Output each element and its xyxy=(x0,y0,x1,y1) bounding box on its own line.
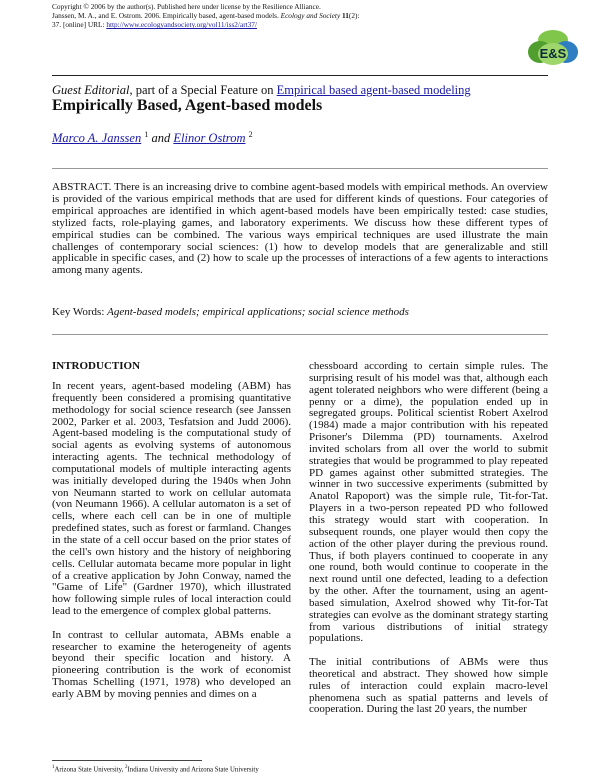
citation-line xyxy=(52,11,512,20)
abstract: ABSTRACT. There is an increasing drive to combine agent-based models with empirical methods. An overview is provided of the various empirical methods that are used for different kinds of questions. Four categories of empirical approaches are identified in which agent-based models have been empirically tested: case studies, stylized facts, role-playing games, and laboratory experiments. We discuss how these different types of empirical studies can be combined. The various ways empirical techniques are used illustrate the main challenges of contemporary social sciences: (1) how to develop models that are generalizable and still applicable in specific cases, and (2) how to scale up the processes of interactions of a few agents to interactions among many agents. xyxy=(52,181,548,277)
author-conjunction: and xyxy=(151,131,171,146)
keywords-rule xyxy=(52,334,548,335)
citation-url-prefix: 37. [online] URL: xyxy=(52,20,107,30)
paragraph: In contrast to cellular automata, ABMs enable a researcher to examine the heterogeneity of agents beyond their specific location and history. A pioneering contribution is the work of economist Thomas Schelling (1971, 1978) who developed an early ABM by moving pennies and dimes on a xyxy=(52,628,291,700)
paragraph: The initial contributions of ABMs were thus theoretical and abstract. They showed how simple rules of interaction could explain macro-level phenomena such as spatial patterns and levels of cooperation. During the last 20 years, the number xyxy=(309,656,548,716)
citation-text: Janssen, M. A., and E. Ostrom. 2006. Empirically based, agent-based models. xyxy=(52,11,281,21)
citation-url-line xyxy=(52,20,512,29)
paragraph: In recent years, agent-based modeling (ABM) has frequently been considered a promising quantitative methodology for social science research (see Janssen 2002, Parker et al. 2003, Tesfatsion and Judd 2006). Agent-based modeling is the computational study of social agents as evolving systems of autonomous interacting agents. The technical methodology of computational models of multiple interacting agents was initially developed during the 1940s when John von Neumann started to work on cellular automata (von Neumann 1966). A cellular automaton is a set of cells, where each cell can be in one of multiple predefined states, such as forest or farmland. Changes in the state of a cell occur based on the prior states of the cell's own history and the history of neighboring cells. Cellular automata became more popular in light of a creative application by John Conway, named the "Game of Life" (Gardner 1970), which illustrated how following simple rules of local interaction could lead to the emergence of complex global patterns. xyxy=(52,380,291,618)
header-rule xyxy=(52,75,548,76)
guest-editorial-label: Guest Editorial xyxy=(52,83,130,97)
paragraph: chessboard according to certain simple rules. The surprising result of his model was that, although each agent tolerated neighbors who were different (being a penny or a dime), the population ended up in segregated groups. Political scientist Robert Axelrod (1984) made a major contribution with his repeated Prisoner's Dilemma (PD) tournaments. Axelrod invited scholars from all over the world to submit strategies that would be programmed to play repeated PD games against other submitted strategies. The winner in two successive experiments (submitted by Anatol Rapoport) was the simple rule, Tit-for-Tat. Players in a two-person repeated PD who followed this strategy would start with cooperation. In subsequent rounds, one player would then copy the action of the other player during the previous round. Thus, if both players continued to cooperate in any one round, both would continue to cooperate in the next round until one defected, leading to a defection by the other. After the tournament, using an agent-based simulation, Axelrod showed why Tit-for-Tat strategies can evolve as the dominant strategy starting from various distributions of initial strategy populations. xyxy=(309,360,548,645)
author-line xyxy=(52,130,253,146)
affiliation-1: Arizona State University, xyxy=(54,766,126,774)
special-feature-text: , part of a Special Feature on xyxy=(129,83,277,97)
keywords-text: Agent-based models; empirical applications; social science methods xyxy=(107,306,409,318)
citation-block xyxy=(52,2,512,30)
author2-affiliation-mark: 2 xyxy=(248,130,253,139)
journal-name: Ecology and Society xyxy=(280,11,341,21)
citation-url-link[interactable]: http://www.ecologyandsociety.org/vol11/iss2/art37/ xyxy=(106,20,257,30)
abstract-rule xyxy=(52,168,548,169)
footnote xyxy=(52,765,259,773)
section-heading-introduction: INTRODUCTION xyxy=(52,360,141,372)
affiliation-2: Indiana University and Arizona State University xyxy=(127,766,259,774)
special-feature-link[interactable]: Empirical based agent-based modeling xyxy=(276,83,471,97)
right-column xyxy=(309,361,548,716)
keywords-label: Key Words: xyxy=(52,306,108,318)
journal-volume: 11 xyxy=(342,11,349,21)
left-column xyxy=(52,381,291,701)
keywords-line xyxy=(52,306,548,318)
footnote-rule xyxy=(52,760,202,761)
footnote-mark-2: 2 xyxy=(125,765,128,770)
logo-text: E&S xyxy=(539,46,567,61)
journal-issue: (2): xyxy=(348,11,360,21)
author1-affiliation-mark: 1 xyxy=(144,130,149,139)
guest-editorial-line xyxy=(52,83,471,97)
footnote-mark-1: 1 xyxy=(52,765,55,770)
author-link-janssen[interactable]: Marco A. Janssen xyxy=(52,131,142,146)
copyright-line: Copyright © 2006 by the author(s). Published here under license by the Resilience Alliance. xyxy=(52,2,321,11)
article-title: Empirically Based, Agent-based models xyxy=(52,97,323,114)
author-link-ostrom[interactable]: Elinor Ostrom xyxy=(173,131,246,146)
es-journal-logo xyxy=(526,28,580,68)
